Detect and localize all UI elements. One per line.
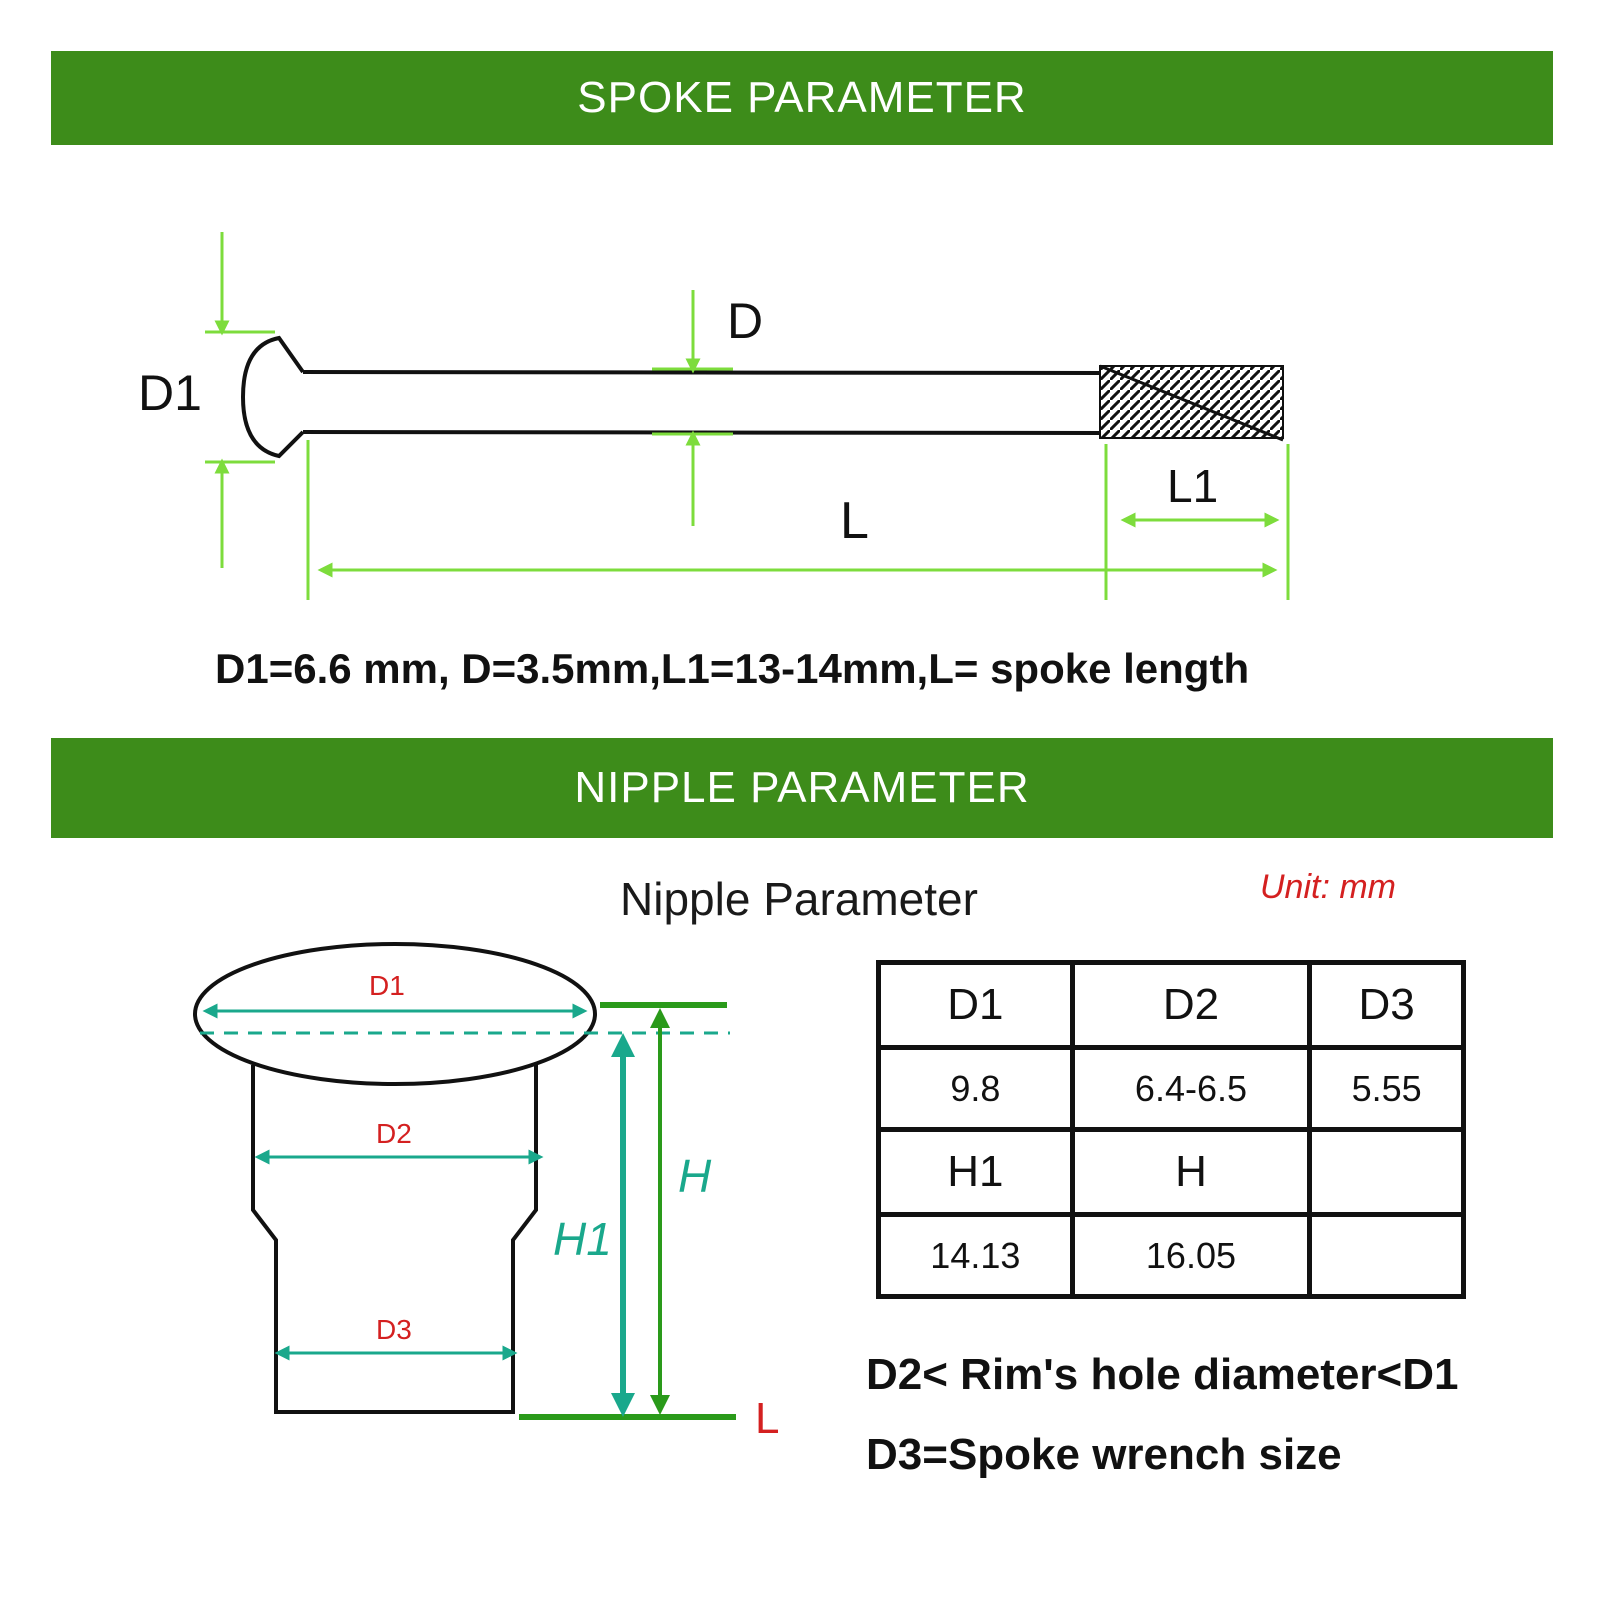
- nipple-d3-label: D3: [376, 1314, 412, 1345]
- wrench-size-note: D3=Spoke wrench size: [866, 1430, 1342, 1479]
- spoke-head: [243, 338, 303, 456]
- nipple-banner-title: NIPPLE PARAMETER: [574, 763, 1030, 812]
- spoke-l1-label: L1: [1167, 460, 1219, 512]
- rim-hole-note: D2< Rim's hole diameter<D1: [866, 1350, 1459, 1399]
- table-row: [879, 1048, 1464, 1130]
- nipple-parameter-banner: [51, 738, 1553, 838]
- table-cell: 6.4-6.5: [1072, 1048, 1310, 1130]
- spoke-banner-title: SPOKE PARAMETER: [577, 73, 1027, 122]
- table-cell: D1: [879, 963, 1073, 1048]
- nipple-head: [195, 944, 595, 1084]
- nipple-parameter-table: [876, 960, 1466, 1299]
- nipple-h-label: H: [678, 1150, 712, 1202]
- table-cell: [1310, 1215, 1464, 1297]
- table-row: [879, 1215, 1464, 1297]
- unit-label: Unit: mm: [1260, 868, 1396, 906]
- table-cell: [1310, 1130, 1464, 1215]
- table-cell: 9.8: [879, 1048, 1073, 1130]
- nipple-h1-label: H1: [553, 1213, 612, 1265]
- table-cell: H1: [879, 1130, 1073, 1215]
- table-row: [879, 963, 1464, 1048]
- nipple-l-label: L: [755, 1394, 780, 1443]
- table-cell: D3: [1310, 963, 1464, 1048]
- table-row: [879, 1130, 1464, 1215]
- nipple-d1-label: D1: [369, 970, 405, 1001]
- table-cell: 16.05: [1072, 1215, 1310, 1297]
- nipple-d2-label: D2: [376, 1118, 412, 1149]
- table-cell: H: [1072, 1130, 1310, 1215]
- table-cell: D2: [1072, 963, 1310, 1048]
- spoke-d1-label: D1: [138, 365, 202, 421]
- table-cell: 5.55: [1310, 1048, 1464, 1130]
- spoke-l-label: L: [840, 492, 869, 550]
- nipple-diagram: [0, 920, 820, 1480]
- table-cell: 14.13: [879, 1215, 1073, 1297]
- spoke-shaft-top: [303, 372, 1100, 373]
- spoke-spec-text: D1=6.6 mm, D=3.5mm,L1=13-14mm,L= spoke length: [215, 645, 1250, 692]
- nipple-title: Nipple Parameter: [620, 873, 978, 925]
- spoke-d-label: D: [727, 293, 764, 349]
- spoke-parameter-banner: [51, 51, 1553, 145]
